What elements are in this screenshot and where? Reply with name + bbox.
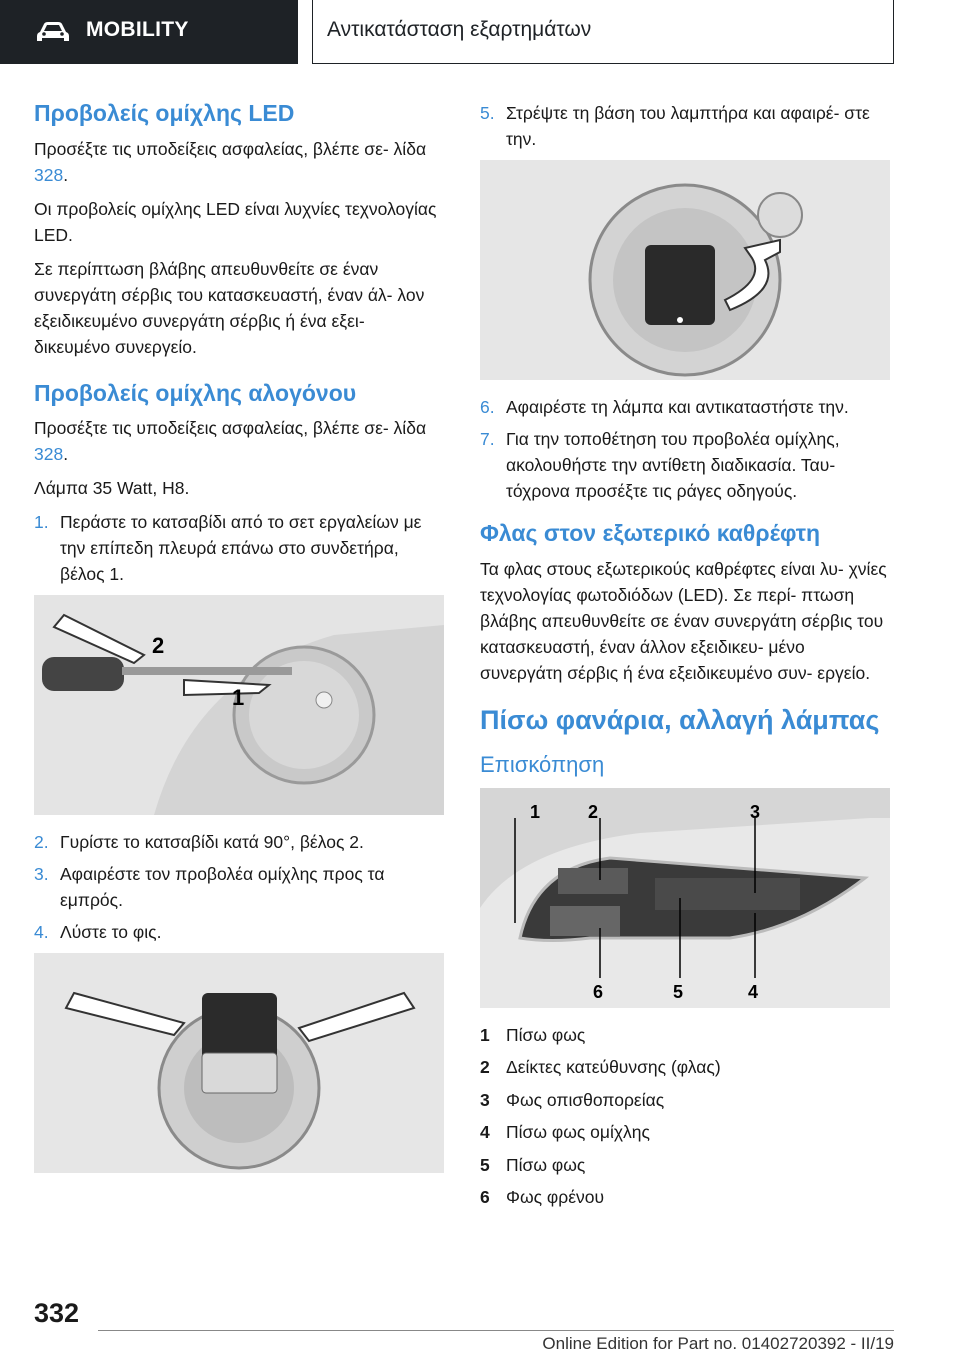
- overview-title: Επισκόπηση: [480, 751, 605, 777]
- fig4-label: 2: [588, 801, 599, 822]
- page-link-328[interactable]: 328: [34, 164, 64, 185]
- step-number: 5.: [480, 103, 495, 123]
- fig4-label: 3: [750, 801, 761, 822]
- right-column: [480, 100, 890, 1217]
- led-service-note: Σε περίπτωση βλάβης απευθυνθείτε σε έναν συνεργάτη σέρβις του κατασκευαστή, έναν άλ‐ λον εξειδικευμένο συνεργάτη σέρβις ή ένα εξει‐ δικευμένο συνεργείο.: [34, 258, 425, 357]
- figure-bulb-base: [480, 160, 890, 380]
- legend-number: 4: [480, 1122, 490, 1143]
- legend-number: 6: [480, 1187, 490, 1208]
- step-text: Περάστε το κατσαβίδι από το σετ εργαλείων με την επίπεδη πλευρά επάνω στο συνδετήρα, βέλος 1.: [60, 512, 422, 585]
- steps-list-d: [480, 394, 890, 504]
- step-item: [34, 861, 444, 913]
- legend-number: 1: [480, 1024, 490, 1045]
- legend-item: [480, 1054, 890, 1080]
- fig4-label: 4: [748, 981, 759, 1002]
- fig1-label: 2: [152, 633, 165, 659]
- halogen-safety-text: Προσέξτε τις υποδείξεις ασφαλείας, βλέπε σε‐ λίδα: [34, 418, 427, 439]
- legend-text: Πίσω φως: [506, 1154, 586, 1175]
- step-text: Για την τοποθέτηση του προβολέα ομίχλης, ακολουθήστε την αντίθετη διαδικασία. Ταυ‐ τόχρονα προσέξτε τις ράγες οδηγούς.: [506, 429, 840, 501]
- steps-list-b: [34, 829, 444, 945]
- figure-unplug: [34, 953, 444, 1173]
- car-icon: [36, 20, 70, 44]
- mirror-indicator-title: Φλας στον εξωτερικό καθρέφτη: [480, 520, 821, 546]
- step-item: [34, 509, 444, 587]
- led-description: Οι προβολείς ομίχλης LED είναι λυχνίες τεχνολογίας LED.: [34, 198, 437, 245]
- legend-text: Δείκτες κατεύθυνσης (φλας): [506, 1057, 721, 1078]
- led-fog-title: Προβολείς ομίχλης LED: [34, 100, 295, 126]
- step-number: 3.: [34, 864, 49, 885]
- header-section-title: Αντικατάσταση εξαρτημάτων: [327, 18, 592, 41]
- legend-number: 2: [480, 1057, 490, 1078]
- page-number: 332: [34, 1298, 80, 1328]
- legend-text: Πίσω φως: [506, 1024, 586, 1045]
- header-section-tab: [312, 0, 894, 64]
- legend-item: [480, 1087, 890, 1113]
- figure-rear-light: [480, 788, 890, 1008]
- step-text: Λύστε το φις.: [60, 922, 162, 943]
- legend-item: [480, 1152, 890, 1178]
- step-number: 6.: [480, 397, 495, 417]
- step-text: Αφαιρέστε τον προβολέα ομίχλης προς τα εμπρός.: [60, 864, 385, 911]
- figure-screwdriver: [34, 595, 444, 815]
- footer-divider: [98, 1330, 894, 1331]
- legend-text: Φως φρένου: [506, 1187, 605, 1208]
- fig4-label: 6: [593, 981, 604, 1002]
- mirror-indicator-text: Τα φλας στους εξωτερικούς καθρέφτες είναι λυ‐ χνίες τεχνολογίας φωτοδιόδων (LED). Σε περί‐ πτωση βλάβης απευθυνθείτε σε έναν συνεργάτη σέρβις του κατασκευαστή, έναν άλλον εξειδικευ‐ μένο συνεργάτη σέρβις ή ένα εξειδικευμένο συν‐ εργείο.: [480, 558, 887, 683]
- step-item: [34, 919, 444, 945]
- fig4-label: 5: [673, 981, 684, 1002]
- legend-list: [480, 1022, 890, 1211]
- legend-item: [480, 1119, 890, 1145]
- legend-number: 3: [480, 1089, 490, 1110]
- step-item: [480, 394, 890, 420]
- step-number: 2.: [34, 832, 49, 853]
- page-link-328-b[interactable]: 328: [34, 444, 64, 465]
- steps-list-c: [480, 100, 890, 152]
- step-number: 1.: [34, 512, 49, 533]
- header-category-tab: [0, 0, 298, 64]
- step-item: [480, 100, 890, 152]
- fig1-label: 1: [232, 685, 245, 711]
- step-text: Στρέψτε τη βάση του λαμπτήρα και αφαιρέ‐ στε την.: [506, 103, 870, 149]
- connector-illustration: [34, 953, 444, 1173]
- rear-lights-title: Πίσω φανάρια, αλλαγή λάμπας: [480, 704, 880, 735]
- rear-light-illustration: [480, 788, 890, 1008]
- edition-note: Online Edition for Part no. 01402720392 - II/19: [542, 1334, 894, 1353]
- led-safety-note: Προσέξτε τις υποδείξεις ασφαλείας, βλέπε σε‐ λίδα 328.: [34, 138, 427, 185]
- step-item: [34, 829, 444, 855]
- screwdriver-illustration: [34, 595, 444, 815]
- steps-list-a: [34, 509, 444, 587]
- header-category: MOBILITY: [86, 18, 189, 41]
- legend-item: [480, 1022, 890, 1048]
- halogen-bulb-spec: Λάμπα 35 Watt, H8.: [34, 478, 190, 499]
- left-column: [34, 100, 444, 1187]
- halogen-fog-title: Προβολείς ομίχλης αλογόνου: [34, 379, 357, 406]
- led-safety-text: Προσέξτε τις υποδείξεις ασφαλείας, βλέπε σε‐ λίδα: [34, 138, 427, 159]
- halogen-safety-note: Προσέξτε τις υποδείξεις ασφαλείας, βλέπε σε‐ λίδα 328.: [34, 418, 427, 465]
- legend-text: Φως οπισθοπορείας: [506, 1089, 665, 1110]
- legend-item: [480, 1184, 890, 1210]
- step-number: 7.: [480, 429, 495, 449]
- step-text: Γυρίστε το κατσαβίδι κατά 90°, βέλος 2.: [60, 832, 364, 853]
- legend-text: Πίσω φως ομίχλης: [506, 1122, 650, 1143]
- step-item: [480, 426, 890, 504]
- bulb-base-illustration: [480, 160, 890, 380]
- step-text: Αφαιρέστε τη λάμπα και αντικαταστήστε την.: [506, 397, 849, 417]
- legend-number: 5: [480, 1154, 490, 1175]
- fig4-label: 1: [530, 801, 541, 822]
- step-number: 4.: [34, 922, 49, 943]
